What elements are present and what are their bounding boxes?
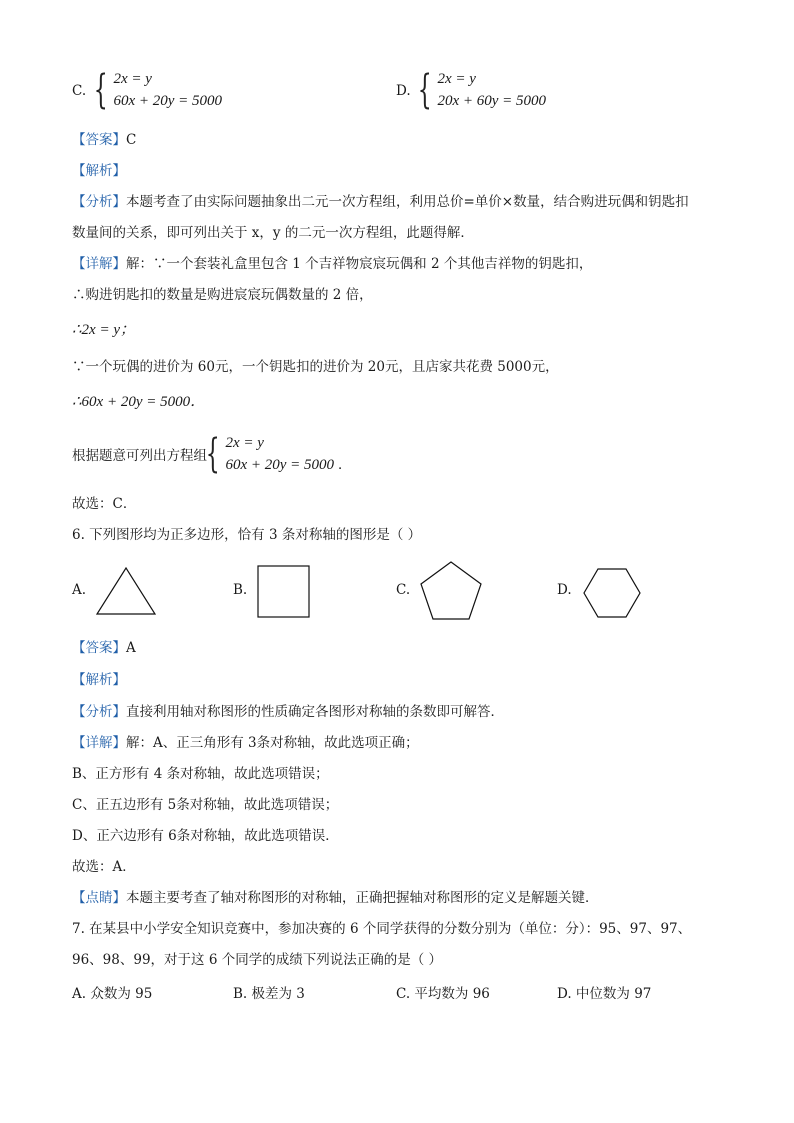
q6-line-c: C、正五边形有 5条对称轴，故此选项错误； [72,797,339,813]
left-brace-icon: { [417,67,432,113]
q5-option-c-eq1: 2x = y [113,71,152,87]
q6-stem: 6. 下列图形均为正多边形，恰有 3 条对称轴的图形是（ ） [72,527,422,543]
q5-step-4: ∵一个玩偶的进价为 60元，一个钥匙扣的进价为 20元，且店家共花费 5000元， [72,359,559,375]
q7-option-d: D. 中位数为 97 [557,986,652,1002]
q5-fenxi [72,192,689,212]
q6-choose: 故选：A． [72,859,136,875]
q6-line-d: D、正六边形有 6条对称轴，故此选项错误． [72,828,339,844]
fenxi-tag: 【分析】 [72,704,126,720]
q5-answer [72,130,136,150]
dianjing-tag: 【点睛】 [72,890,126,906]
q6-line-b: B、正方形有 4 条对称轴，故此选项错误； [72,766,329,782]
q5-option-c-eq2: 60x + 20y = 5000 [113,93,223,109]
q5-option-c-label: C. [72,83,87,99]
q6-xiangjie [72,733,419,753]
fenxi-text: 直接利用轴对称图形的性质确定各图形对称轴的条数即可解答． [126,704,504,720]
q7-option-c: C. 平均数为 96 [396,986,490,1002]
q6-dianjing [72,888,599,908]
q5-option-d-eq2: 20x + 60y = 5000 [437,93,547,109]
dianjing-text: 本题主要考查了轴对称图形的对称轴，正确把握轴对称图形的定义是解题关键． [126,890,599,906]
q7-stem-2: 96、98、99，对于这 6 个同学的成绩下列说法正确的是（ ） [72,952,442,968]
square-icon [257,565,311,619]
answer-tag: 【答案】 [72,132,126,148]
q5-final-eq1: 2x = y [225,435,264,451]
left-brace-icon: { [93,67,108,113]
q6-option-d-label: D. [557,582,572,598]
q5-system-intro: 根据题意可列出方程组 [72,448,207,464]
q6-answer [72,638,136,658]
q5-final-eq2: 60x + 20y = 5000 [225,457,335,473]
q5-analysis-tag: 【解析】 [72,163,126,179]
q7-stem-1: 7. 在某县中小学安全知识竞赛中，参加决赛的 6 个同学获得的分数分别为（单位：分）：95、97、97、 [72,921,692,937]
q5-choose: 故选：C． [72,496,137,512]
xiangjie-tag: 【详解】 [72,256,126,272]
triangle-icon [95,566,157,616]
q5-option-d-system [412,68,546,112]
hexagon-icon [583,567,641,619]
xiangjie-text: 解：A、正三角形有 3条对称轴，故此选项正确； [126,735,419,751]
q7-option-b: B. 极差为 3 [233,986,305,1002]
q5-option-d-eq1: 2x = y [437,71,476,87]
pentagon-icon [419,560,483,622]
q6-analysis-tag: 【解析】 [72,672,126,688]
q6-option-c-label: C. [396,582,411,598]
q5-xiangjie [72,254,592,274]
q5-final-system [200,432,352,476]
q5-final-suffix: ． [338,457,352,473]
xiangjie-text: 解：∵一个套装礼盒里包含 1 个吉祥物宸宸玩偶和 2 个其他吉祥物的钥匙扣， [126,256,593,272]
q5-fenxi-cont: 数量间的关系，即可列出关于 x，y 的二元一次方程组，此题得解． [72,225,474,241]
answer-value: A [126,640,136,656]
left-brace-icon: { [205,431,220,477]
fenxi-text: 本题考查了由实际问题抽象出二元一次方程组，利用总价=单价×数量，结合购进玩偶和钥匙扣 [126,194,689,210]
q5-step-3: ∴2x = y； [72,322,135,338]
fenxi-tag: 【分析】 [72,194,126,210]
q5-step-5: ∴60x + 20y = 5000． [72,394,206,410]
q6-fenxi [72,702,504,722]
q6-option-b-label: B. [233,582,248,598]
xiangjie-tag: 【详解】 [72,735,126,751]
q6-option-a-label: A. [72,582,87,598]
answer-tag: 【答案】 [72,640,126,656]
q5-option-c-system [88,68,222,112]
q5-option-d-label: D. [396,83,411,99]
q5-step-2: ∴购进钥匙扣的数量是购进宸宸玩偶数量的 2 倍， [72,287,373,303]
answer-value: C [126,132,137,148]
q7-option-a: A. 众数为 95 [72,986,153,1002]
